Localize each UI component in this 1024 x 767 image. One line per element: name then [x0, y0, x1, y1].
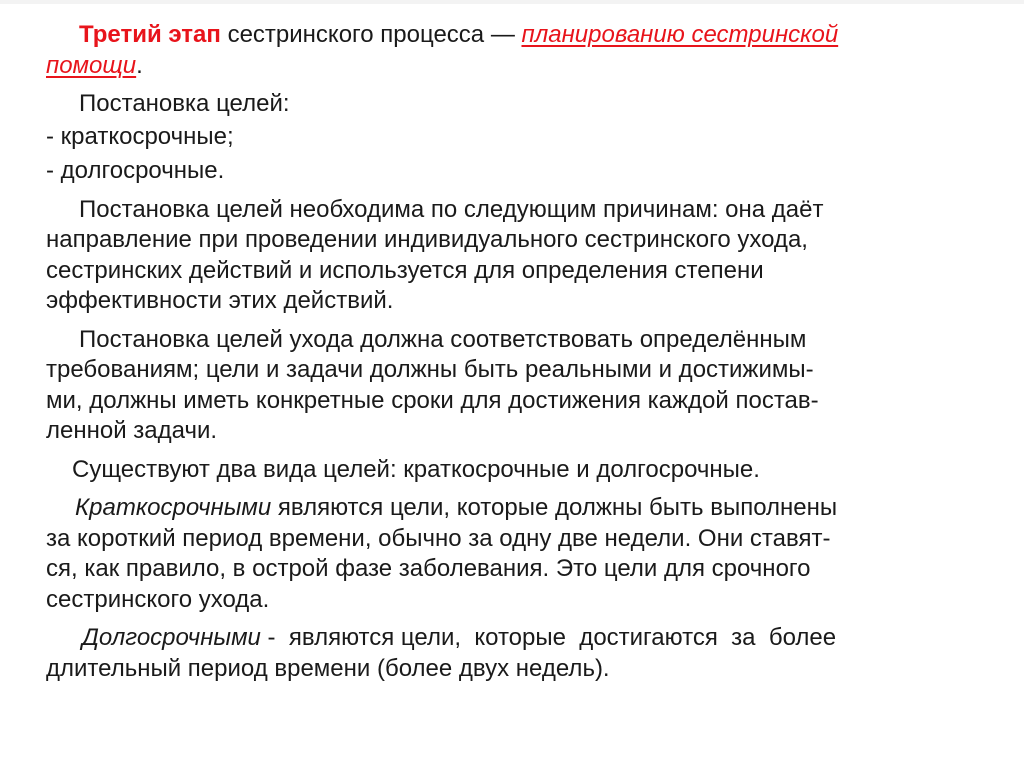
planning-link-cont[interactable]: помощи — [46, 51, 137, 79]
short-term-label: Краткосрочными — [75, 494, 272, 521]
reasons-line-2: направление при проведении индивидуального сестринского ухода, — [46, 226, 808, 253]
heading-line-1 — [46, 20, 996, 51]
top-edge-divider — [0, 0, 1024, 4]
long-line-1-text: - являются цели, которые достигаются за более — [260, 624, 837, 651]
short-line-2: за короткий период времени, обычно за одну две недели. Они ставят- — [46, 524, 831, 552]
slide-body — [46, 20, 996, 684]
requirements-line-1: Постановка целей ухода должна соответствовать определённым — [79, 325, 807, 353]
long-line-1 — [46, 623, 996, 654]
short-line-1-text: являются цели, которые должны быть выполнены — [271, 494, 838, 521]
goals-intro: Постановка целей: — [79, 90, 290, 117]
requirements-paragraph — [46, 325, 996, 447]
reasons-line-3: сестринских действий и используется для определения степени — [46, 256, 764, 284]
heading-period: . — [136, 51, 143, 79]
goals-intro-paragraph — [46, 89, 996, 120]
short-term-paragraph — [46, 493, 996, 615]
heading-text: сестринского процесса — — [220, 21, 522, 48]
reasons-line-4: эффективности этих действий. — [46, 287, 394, 314]
short-line-1 — [46, 493, 996, 524]
stage-label: Третий этап — [79, 21, 221, 48]
types-line: Существуют два вида целей: краткосрочные и долгосрочные. — [72, 455, 760, 483]
long-line-2: длительный период времени (более двух недель). — [46, 654, 610, 682]
long-term-paragraph — [46, 623, 996, 684]
planning-link[interactable]: планированию сестринской — [521, 21, 839, 48]
requirements-line-3: ми, должны иметь конкретные сроки для достижения каждой постав- — [46, 386, 819, 414]
goal-item-short: - краткосрочные; — [46, 122, 234, 150]
heading-line-2 — [46, 51, 996, 82]
requirements-line-4: ленной задачи. — [46, 417, 218, 444]
long-term-label: Долгосрочными — [82, 624, 261, 651]
goal-item-long: - долгосрочные. — [46, 157, 225, 184]
types-paragraph — [46, 455, 996, 486]
reasons-paragraph — [46, 195, 996, 317]
heading-paragraph — [46, 20, 996, 81]
short-line-3: ся, как правило, в острой фазе заболевания. Это цели для срочного — [46, 555, 811, 582]
goal-list — [46, 122, 996, 187]
reasons-line-1: Постановка целей необходима по следующим причинам: она даёт — [79, 195, 824, 223]
short-line-4: сестринского ухода. — [46, 585, 270, 613]
requirements-line-2: требованиям; цели и задачи должны быть реальными и достижимы- — [46, 356, 814, 383]
